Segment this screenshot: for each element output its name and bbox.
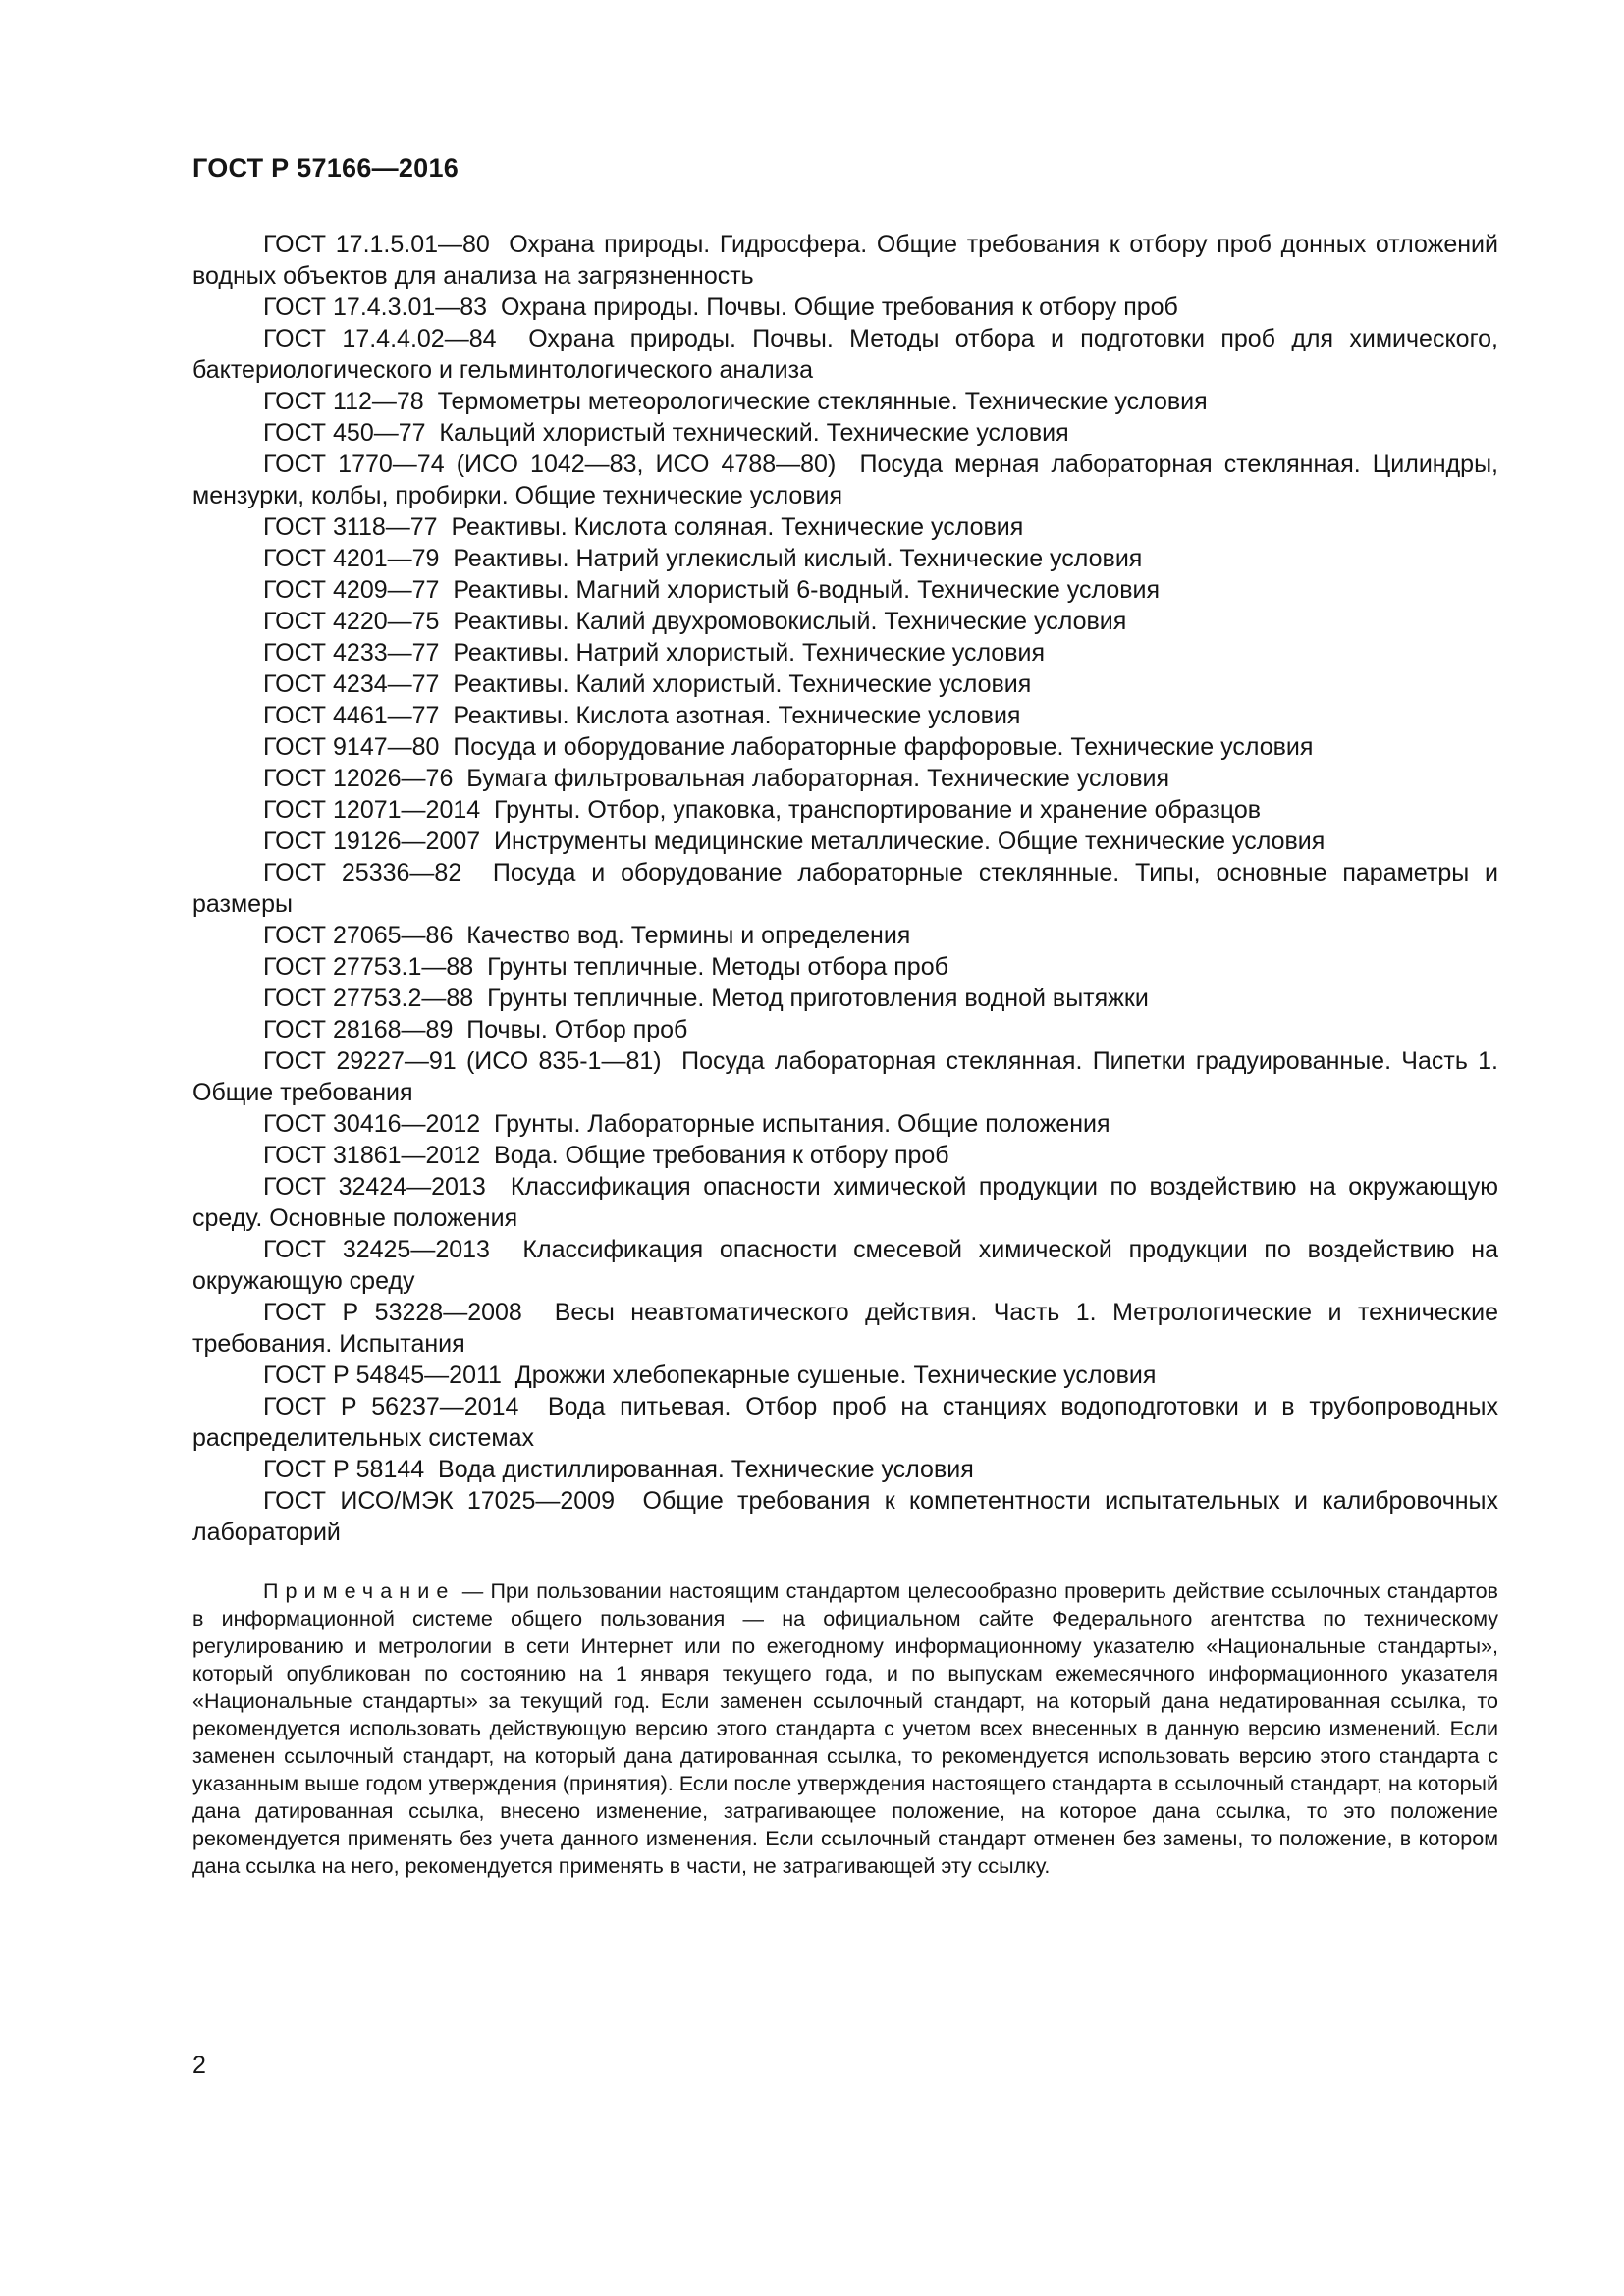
page-number: 2 [192,2052,206,2079]
reference-item: ГОСТ 17.1.5.01—80 Охрана природы. Гидросфера. Общие требования к отбору проб донных отложений водных объектов для анализа на загрязненность [192,231,1498,290]
reference-item: ГОСТ 4201—79 Реактивы. Натрий углекислый кислый. Технические условия [263,545,1143,572]
document-code-header: ГОСТ Р 57166—2016 [192,153,460,183]
reference-item: ГОСТ 1770—74 (ИСО 1042—83, ИСО 4788—80) Посуда мерная лабораторная стеклянная. Цилиндры, мензурки, колбы, пробирки. Общие технические условия [192,451,1498,509]
reference-item: ГОСТ 4233—77 Реактивы. Натрий хлористый. Технические условия [263,639,1045,667]
reference-item: ГОСТ 4209—77 Реактивы. Магний хлористый 6-водный. Технические условия [263,576,1161,604]
reference-item: ГОСТ 12071—2014 Грунты. Отбор, упаковка, транспортирование и хранение образцов [263,796,1262,824]
reference-item: ГОСТ 4220—75 Реактивы. Калий двухромовокислый. Технические условия [263,608,1127,635]
reference-item: ГОСТ 25336—82 Посуда и оборудование лабораторные стеклянные. Типы, основные параметры и размеры [192,859,1498,918]
reference-item: ГОСТ 12026—76 Бумага фильтровальная лабораторная. Технические условия [263,765,1170,792]
reference-item: ГОСТ Р 53228—2008 Весы неавтоматического действия. Часть 1. Метрологические и технические требования. Испытания [192,1299,1498,1358]
reference-item: ГОСТ 19126—2007 Инструменты медицинские металлические. Общие технические условия [263,828,1326,855]
note-label: Примечание [263,1579,456,1603]
reference-item: ГОСТ 29227—91 (ИСО 835-1—81) Посуда лабораторная стеклянная. Пипетки градуированные. Часть 1. Общие требования [192,1047,1498,1106]
note-text: — При пользовании настоящим стандартом целесообразно проверить действие ссылочных стандартов в информационной системе общего пользования — на официальном сайте Федерального агентства по техническому регулированию и метрологии в сети Интернет или по ежегодному информационному указателю «Национальные стандарты», который опубликован по состоянию на 1 января текущего года, и по выпускам ежемесячного информационного указателя «Национальные стандарты» за текущий год. Если заменен ссылочный стандарт, на который дана недатированная ссылка, то рекомендуется использовать действующую версию этого стандарта с учетом всех внесенных в данную версию изменений. Если заменен ссылочный стандарт, на который дана датированная ссылка, то рекомендуется использовать версию этого стандарта с указанным выше годом утверждения (принятия). Если после утверждения настоящего стандарта в ссылочный стандарт, на который дана датированная ссылка, внесено изменение, затрагивающее положение, на которое дана ссылка, то это положение рекомендуется применять без учета данного изменения. Если ссылочный стандарт отменен без замены, то положение, в котором дана ссылка на него, рекомендуется применять в части, не затрагивающей эту ссылку. [192,1579,1498,1878]
reference-item: ГОСТ 3118—77 Реактивы. Кислота соляная. Технические условия [263,513,1024,541]
reference-item: ГОСТ 17.4.4.02—84 Охрана природы. Почвы. Методы отбора и подготовки проб для химического, бактериологического и гельминтологического анализа [192,325,1498,384]
page-content [192,153,1498,1880]
reference-item: ГОСТ 112—78 Термометры метеорологические стеклянные. Технические условия [263,388,1208,415]
reference-item: ГОСТ 28168—89 Почвы. Отбор проб [263,1016,688,1043]
reference-item: ГОСТ 17.4.3.01—83 Охрана природы. Почвы. Общие требования к отбору проб [263,294,1178,321]
reference-item: ГОСТ 27753.2—88 Грунты тепличные. Метод приготовления водной вытяжки [263,985,1149,1012]
reference-item: ГОСТ 32425—2013 Классификация опасности смесевой химической продукции по воздействию на окружающую среду [192,1236,1498,1295]
reference-item: ГОСТ Р 54845—2011 Дрожжи хлебопекарные сушеные. Технические условия [263,1362,1157,1389]
reference-item: ГОСТ 4234—77 Реактивы. Калий хлористый. Технические условия [263,670,1032,698]
reference-item: ГОСТ Р 58144 Вода дистиллированная. Технические условия [263,1456,974,1483]
reference-item: ГОСТ 4461—77 Реактивы. Кислота азотная. Технические условия [263,702,1021,729]
reference-item: ГОСТ 30416—2012 Грунты. Лабораторные испытания. Общие положения [263,1110,1110,1138]
reference-item: ГОСТ ИСО/МЭК 17025—2009 Общие требования к компетентности испытательных и калибровочных лабораторий [192,1487,1498,1546]
reference-item: ГОСТ 31861—2012 Вода. Общие требования к отбору проб [263,1142,949,1169]
reference-item: ГОСТ 450—77 Кальций хлористый технический. Технические условия [263,419,1069,447]
note-paragraph [192,1577,1498,1880]
reference-item: ГОСТ 32424—2013 Классификация опасности химической продукции по воздействию на окружающую среду. Основные положения [192,1173,1498,1232]
references-list [192,229,1498,1548]
reference-item: ГОСТ Р 56237—2014 Вода питьевая. Отбор проб на станциях водоподготовки и в трубопроводных распределительных системах [192,1393,1498,1452]
reference-item: ГОСТ 9147—80 Посуда и оборудование лабораторные фарфоровые. Технические условия [263,733,1314,761]
reference-item: ГОСТ 27065—86 Качество вод. Термины и определения [263,922,911,949]
reference-item: ГОСТ 27753.1—88 Грунты тепличные. Методы отбора проб [263,953,948,981]
